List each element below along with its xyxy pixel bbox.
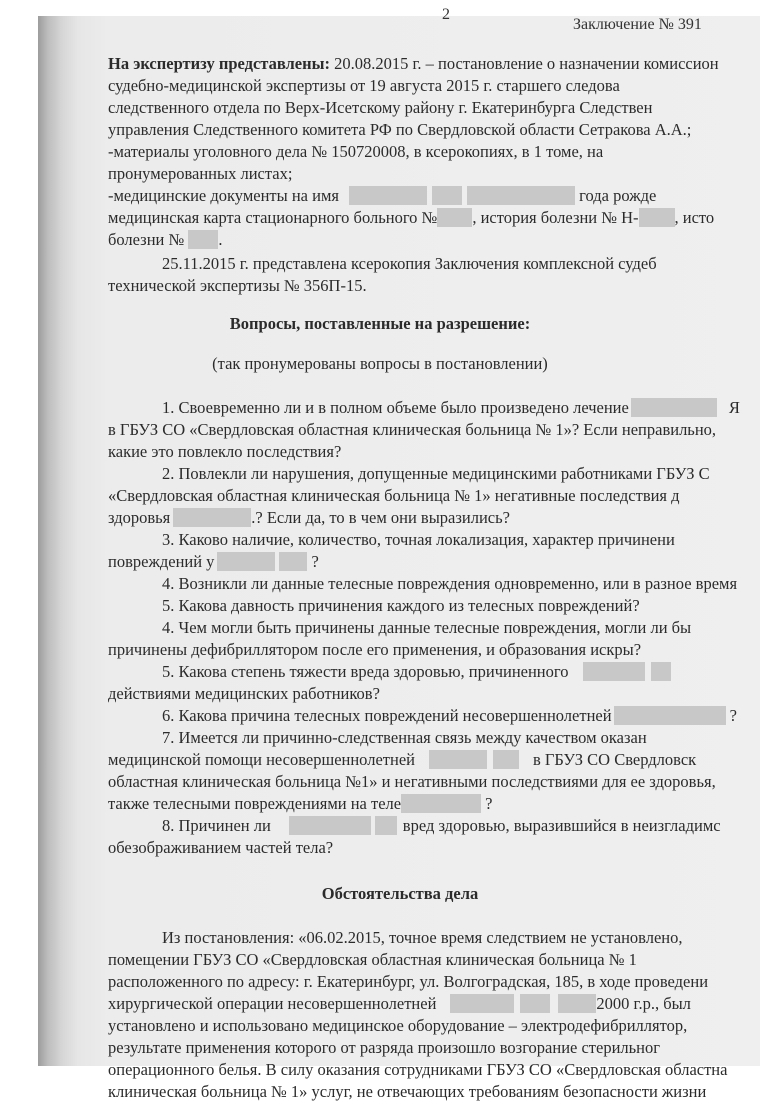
submitted-line-3: следственного отдела по Верх-Исетскому району г. Екатеринбурга Следствен — [108, 98, 653, 117]
redaction-box — [520, 994, 550, 1013]
question-6: 6. Какова причина телесных повреждений несовершеннолетней ? — [162, 706, 737, 725]
redaction-box — [401, 794, 481, 813]
submitted-line-8: медицинская карта стационарного больного № , история болезни № Н- , исто — [108, 208, 715, 227]
question-2-cont-2: здоровья .? Если да, то в чем они выразились? — [108, 508, 510, 527]
circumstances-line-1: Из постановления: «06.02.2015, точное время следствием не установлено, — [162, 928, 683, 947]
redaction-box — [651, 662, 671, 681]
redaction-box — [437, 208, 472, 227]
redaction-box — [173, 508, 251, 527]
circumstances-line-4: хирургической операции несовершеннолетней 2000 г.р., был — [108, 994, 691, 1013]
circumstances-title: Обстоятельства дела — [321, 884, 479, 903]
questions-subtitle: (так пронумерованы вопросы в постановлении) — [212, 354, 548, 373]
circumstances-line-3: расположенного по адресу: г. Екатеринбург, ул. Волгоградская, 185, в ходе проведени — [108, 972, 709, 991]
question-7-cont-3: также телесными повреждениями на теле ? — [108, 794, 493, 813]
submitted-line-2: судебно-медицинской экспертизы от 19 августа 2015 г. старшего следова — [108, 76, 620, 95]
page-number: 2 — [442, 6, 450, 23]
redaction-box — [467, 186, 575, 205]
question-8: 8. Причинен ли вред здоровью, выразившийся в неизгладимс — [162, 816, 721, 835]
redaction-box — [188, 230, 218, 249]
question-3-cont: повреждений у ? — [108, 552, 319, 571]
redaction-box — [450, 994, 514, 1013]
conclusion-number: Заключение № 391 — [573, 16, 702, 33]
submitted-line-11: технической экспертизы № 356П-15. — [108, 276, 367, 295]
submitted-line-1: На экспертизу представлены: 20.08.2015 г. – постановление о назначении комиссион — [108, 54, 719, 73]
submitted-line-10: 25.11.2015 г. представлена ксерокопия Заключения комплексной судеб — [162, 254, 657, 273]
redaction-box — [289, 816, 371, 835]
submitted-line-9: болезни № . — [108, 230, 223, 249]
redaction-box — [639, 208, 675, 227]
question-3: 3. Каково наличие, количество, точная локализация, характер причинени — [162, 530, 675, 549]
question-5b-cont: действиями медицинских работников? — [108, 684, 380, 703]
redaction-box — [429, 750, 487, 769]
submitted-line-5: -материалы уголовного дела № 150720008, в ксерокопиях, в 1 томе, на — [108, 142, 604, 161]
redaction-box — [614, 706, 726, 725]
redaction-box — [583, 662, 645, 681]
redaction-box — [217, 552, 275, 571]
redaction-box — [493, 750, 519, 769]
circumstances-line-8: клиническая больница № 1» услуг, не отвечающих требованиям безопасности жизни — [108, 1082, 707, 1101]
redaction-box — [432, 186, 462, 205]
redaction-box — [375, 816, 397, 835]
circumstances-line-7: операционного белья. В силу оказания сотрудниками ГБУЗ СО «Свердловская областна — [108, 1060, 728, 1079]
question-1-cont-2: какие это повлекло последствия? — [108, 442, 342, 461]
question-8-cont: обезображиванием частей тела? — [108, 838, 334, 857]
question-2: 2. Повлекли ли нарушения, допущенные медицинскими работниками ГБУЗ С — [162, 464, 710, 483]
question-4b-cont: причинены дефибриллятором после его применения, и образования искры? — [108, 640, 642, 659]
question-7: 7. Имеется ли причинно-следственная связь между качеством оказан — [162, 728, 647, 747]
question-1-cont: в ГБУЗ СО «Свердловская областная клиническая больница № 1»? Если неправильно, — [108, 420, 717, 439]
submitted-line-4: управления Следственного комитета РФ по Свердловской области Сетракова А.А.; — [108, 120, 692, 139]
circumstances-line-2: помещении ГБУЗ СО «Свердловская областная клиническая больница № 1 — [108, 950, 637, 969]
question-1: 1. Своевременно ли и в полном объеме было произведено лечение Я — [162, 398, 740, 417]
question-2-cont: «Свердловская областная клиническая больница № 1» негативные последствия д — [108, 486, 680, 505]
redaction-box — [631, 398, 717, 417]
question-5b: 5. Какова степень тяжести вреда здоровью, причиненного — [162, 662, 671, 682]
submitted-line-6: пронумерованных листах; — [108, 164, 293, 183]
circumstances-line-6: результате применения которого от разряда произошло возгорание стерильног — [108, 1038, 661, 1057]
question-7-cont: медицинской помощи несовершеннолетней в ГБУЗ СО Свердловск — [108, 750, 697, 769]
question-7-cont-2: областная клиническая больница №1» и негативными последствиями для ее здоровья, — [108, 772, 716, 791]
redaction-box — [349, 186, 427, 205]
redaction-box — [279, 552, 307, 571]
questions-title: Вопросы, поставленные на разрешение: — [229, 314, 531, 333]
submitted-line-7: -медицинские документы на имя года рожде — [108, 186, 657, 205]
circumstances-line-5: установлено и использовано медицинское оборудование – электродефибриллятор, — [108, 1016, 688, 1035]
question-4: 4. Возникли ли данные телесные повреждения одновременно, или в разное время — [162, 574, 738, 593]
question-4b: 4. Чем могли быть причинены данные телесные повреждения, могли ли бы — [162, 618, 692, 637]
question-5: 5. Какова давность причинения каждого из телесных повреждений? — [162, 596, 640, 615]
redaction-box — [558, 994, 596, 1013]
